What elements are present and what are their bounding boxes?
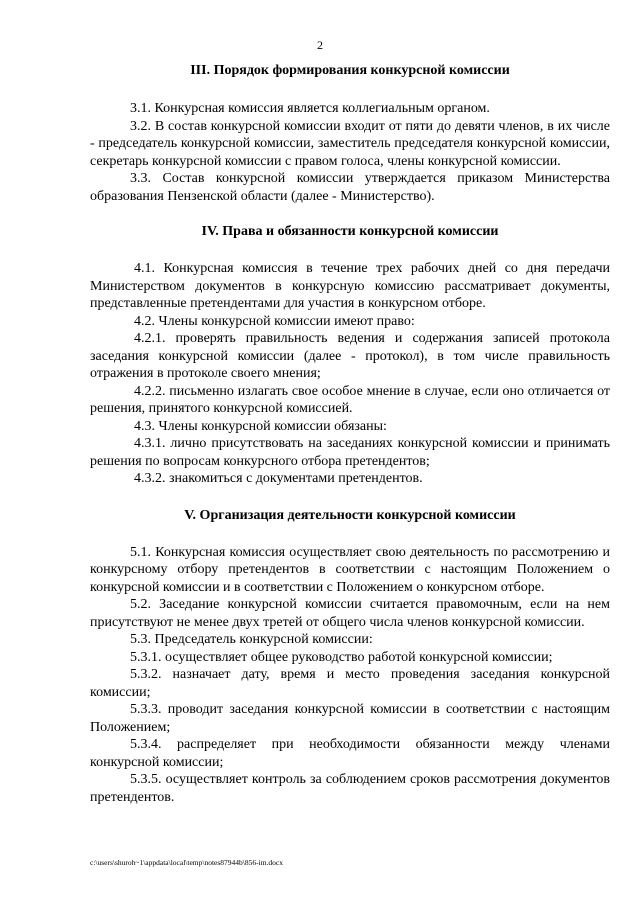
section-3-title: III. Порядок формирования конкурсной комиссии [190, 63, 510, 78]
paragraph-3-1: 3.1. Конкурсная комиссия является коллегиальным органом. [130, 101, 490, 116]
document-body [90, 62, 610, 806]
paragraph-4-3-1: 4.3.1. лично присутствовать на заседаниях конкурсной комиссии и принимать решения по вопросам конкурсного отбора претендентов; [90, 436, 610, 469]
paragraph-3-3: 3.3. Состав конкурсной комиссии утверждается приказом Министерства образования Пензенской области (далее - Министерство). [90, 171, 610, 204]
paragraph-5-3-2: 5.3.2. назначает дату, время и место проведения заседания конкурсной комиссии; [90, 667, 610, 700]
paragraph-5-3-5: 5.3.5. осуществляет контроль за соблюдением сроков рассмотрения документов претендентов. [90, 772, 610, 805]
paragraph-4-3: 4.3. Члены конкурсной комиссии обязаны: [134, 418, 387, 434]
paragraph-5-2: 5.2. Заседание конкурсной комиссии считается правомочным, если на нем присутствуют не менее двух третей от общего числа членов конкурсной комиссии. [90, 597, 610, 630]
paragraph-4-2-2: 4.2.2. письменно излагать свое особое мнение в случае, если оно отличается от решения, принятого конкурсной комиссией. [90, 383, 610, 416]
page-number: 2 [317, 38, 323, 52]
file-path-footer: c:\users\shuroh~1\appdata\local\temp\notes87944b\856-im.docx [90, 858, 283, 867]
section-5-title: V. Организация деятельности конкурсной комиссии [184, 507, 516, 523]
paragraph-4-1: 4.1. Конкурсная комиссия в течение трех рабочих дней со дня передачи Министерством документов в конкурсную комиссию рассматривает документы, представленные претендентами для участия в конкурсном отборе. [90, 261, 610, 311]
paragraph-4-3-2: 4.3.2. знакомиться с документами претендентов. [134, 471, 423, 486]
paragraph-4-2-1: 4.2.1. проверять правильность ведения и содержания записей протокола заседания конкурсной комиссии (далее - протокол), в том числе правильность отражения в протоколе своего мнения; [90, 331, 610, 381]
paragraph-3-2: 3.2. В состав конкурсной комиссии входит от пяти до девяти членов, в их числе - председатель конкурсной комиссии, заместитель председателя конкурсной комиссии, секретарь конкурсной комиссии с правом голоса, члены конкурсной комиссии. [90, 118, 610, 169]
paragraph-5-1: 5.1. Конкурсная комиссия осуществляет свою деятельность по рассмотрению и конкурсному отбору претендентов в соответствии с настоящим Положением о конкурсной комиссии и в соответствии с Положением о конкурсном отборе. [90, 544, 610, 595]
section-4-title: IV. Права и обязанности конкурсной комиссии [201, 224, 499, 239]
paragraph-5-3: 5.3. Председатель конкурсной комиссии: [130, 632, 373, 647]
paragraph-4-2: 4.2. Члены конкурсной комиссии имеют право: [134, 313, 415, 329]
paragraph-5-3-3: 5.3.3. проводит заседания конкурсной комиссии в соответствии с настоящим Положением; [90, 702, 610, 735]
paragraph-5-3-4: 5.3.4. распределяет при необходимости обязанности между членами конкурсной комиссии; [90, 737, 610, 770]
paragraph-5-3-1: 5.3.1. осуществляет общее руководство работой конкурсной комиссии; [130, 649, 553, 665]
